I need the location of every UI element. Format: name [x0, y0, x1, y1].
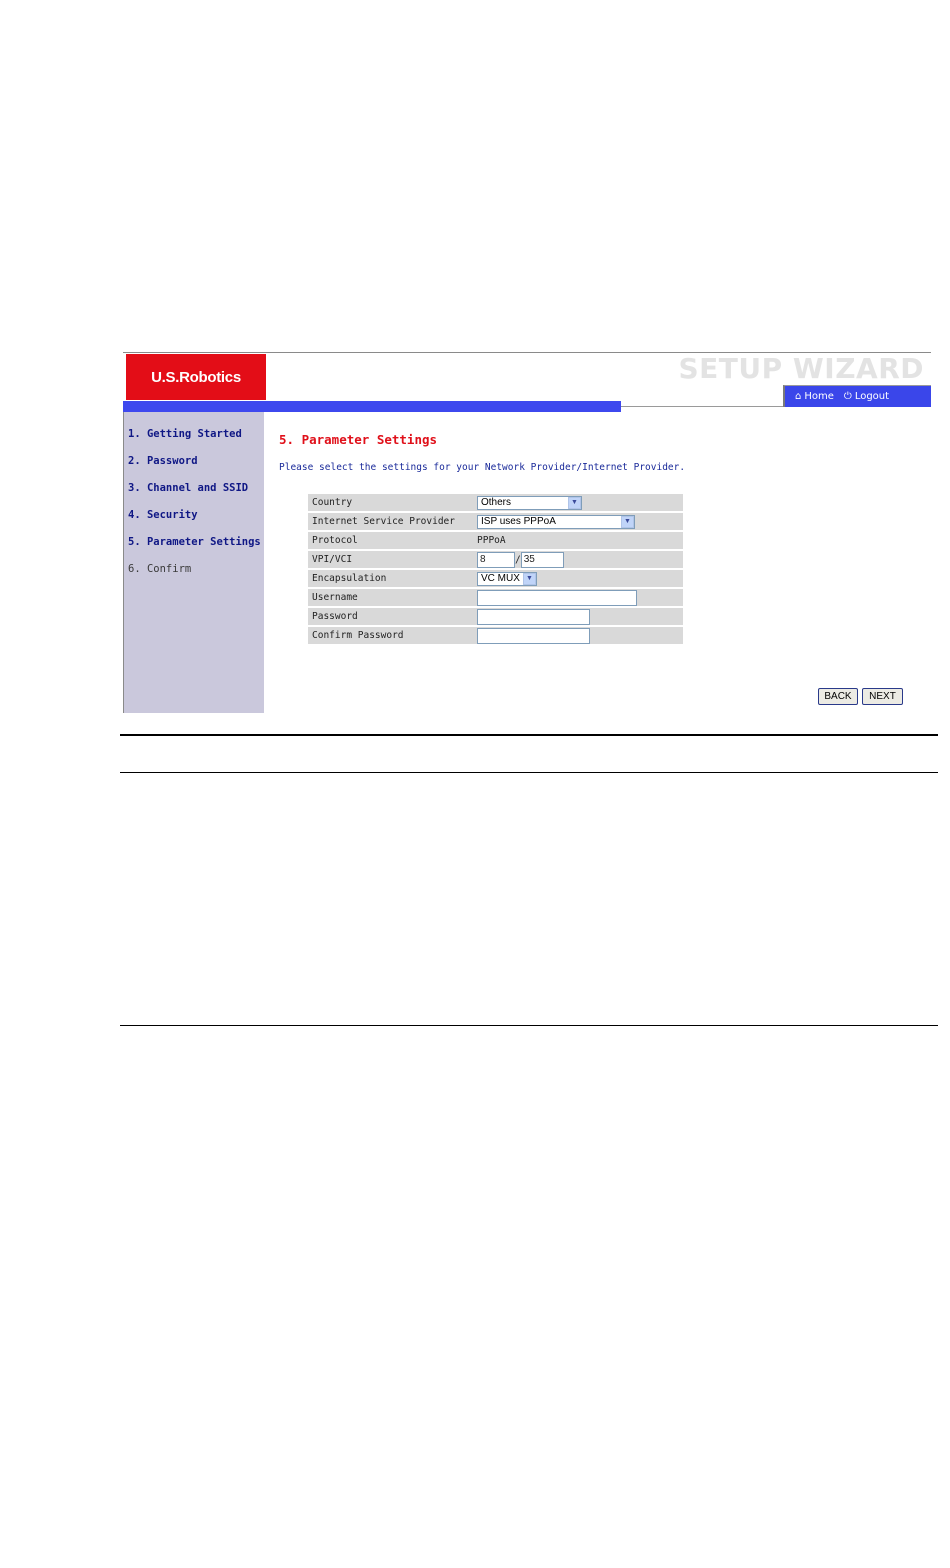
form-row-confirm-password	[308, 627, 683, 644]
sidebar-item-parameter-settings[interactable]: 5. Parameter Settings	[128, 536, 261, 548]
top-nav	[783, 385, 931, 407]
isp-selected: ISP uses PPPoA	[481, 516, 556, 527]
header-divider	[621, 406, 783, 407]
isp-select[interactable]	[477, 515, 635, 529]
header-blue-bar	[123, 401, 621, 412]
page-instructions: Please select the settings for your Network Provider/Internet Provider.	[279, 462, 686, 473]
protocol-label: Protocol	[308, 532, 475, 549]
page-title: 5. Parameter Settings	[279, 432, 438, 447]
vpivci-label: VPI/VCI	[308, 551, 475, 568]
logout-label: Logout	[854, 391, 890, 402]
home-link[interactable]	[795, 391, 834, 402]
logout-link[interactable]	[844, 391, 889, 402]
chevron-down-icon: ▼	[568, 497, 581, 509]
password-input[interactable]	[477, 609, 590, 625]
form-row-isp	[308, 513, 683, 530]
back-button[interactable]: BACK	[818, 688, 858, 705]
parameter-settings-form	[308, 492, 683, 646]
password-label: Password	[308, 608, 475, 625]
usrobotics-logo: U.S.Robotics	[126, 354, 266, 400]
form-row-vpivci	[308, 551, 683, 568]
confirm-password-input[interactable]	[477, 628, 590, 644]
vpi-input[interactable]: 8	[477, 552, 515, 568]
vci-input[interactable]: 35	[521, 552, 564, 568]
setup-wizard-title: SETUP WIZARD	[678, 352, 924, 385]
sidebar-item-channel-ssid[interactable]: 3. Channel and SSID	[128, 482, 249, 494]
encapsulation-selected: VC MUX	[481, 573, 520, 584]
form-row-password	[308, 608, 683, 625]
form-row-encapsulation	[308, 570, 683, 587]
chevron-down-icon: ▼	[523, 573, 536, 585]
sidebar-item-confirm: 6. Confirm	[128, 563, 192, 575]
protocol-value: PPPoA	[475, 532, 683, 549]
form-row-username	[308, 589, 683, 606]
home-label: Home	[804, 391, 834, 402]
wizard-steps-sidebar	[123, 412, 264, 713]
next-button[interactable]: NEXT	[862, 688, 903, 705]
page-rule-thick	[120, 734, 938, 736]
chevron-down-icon: ▼	[621, 516, 634, 528]
country-selected: Others	[481, 497, 512, 508]
page-rule-thin	[120, 772, 938, 773]
username-input[interactable]	[477, 590, 637, 606]
sidebar-item-security[interactable]: 4. Security	[128, 509, 198, 521]
power-icon: ⏻	[843, 391, 852, 402]
vpivci-separator: /	[515, 554, 521, 565]
encapsulation-label: Encapsulation	[308, 570, 475, 587]
sidebar-item-getting-started[interactable]: 1. Getting Started	[128, 428, 242, 440]
sidebar-item-password[interactable]: 2. Password	[128, 455, 198, 467]
country-label: Country	[308, 494, 475, 511]
confirm-password-label: Confirm Password	[308, 627, 475, 644]
form-row-protocol	[308, 532, 683, 549]
username-label: Username	[308, 589, 475, 606]
isp-label: Internet Service Provider	[308, 513, 475, 530]
encapsulation-select[interactable]	[477, 572, 537, 586]
home-icon: ⌂	[795, 391, 802, 402]
form-row-country	[308, 494, 683, 511]
country-select[interactable]	[477, 496, 582, 510]
page-rule-bottom	[120, 1025, 938, 1026]
